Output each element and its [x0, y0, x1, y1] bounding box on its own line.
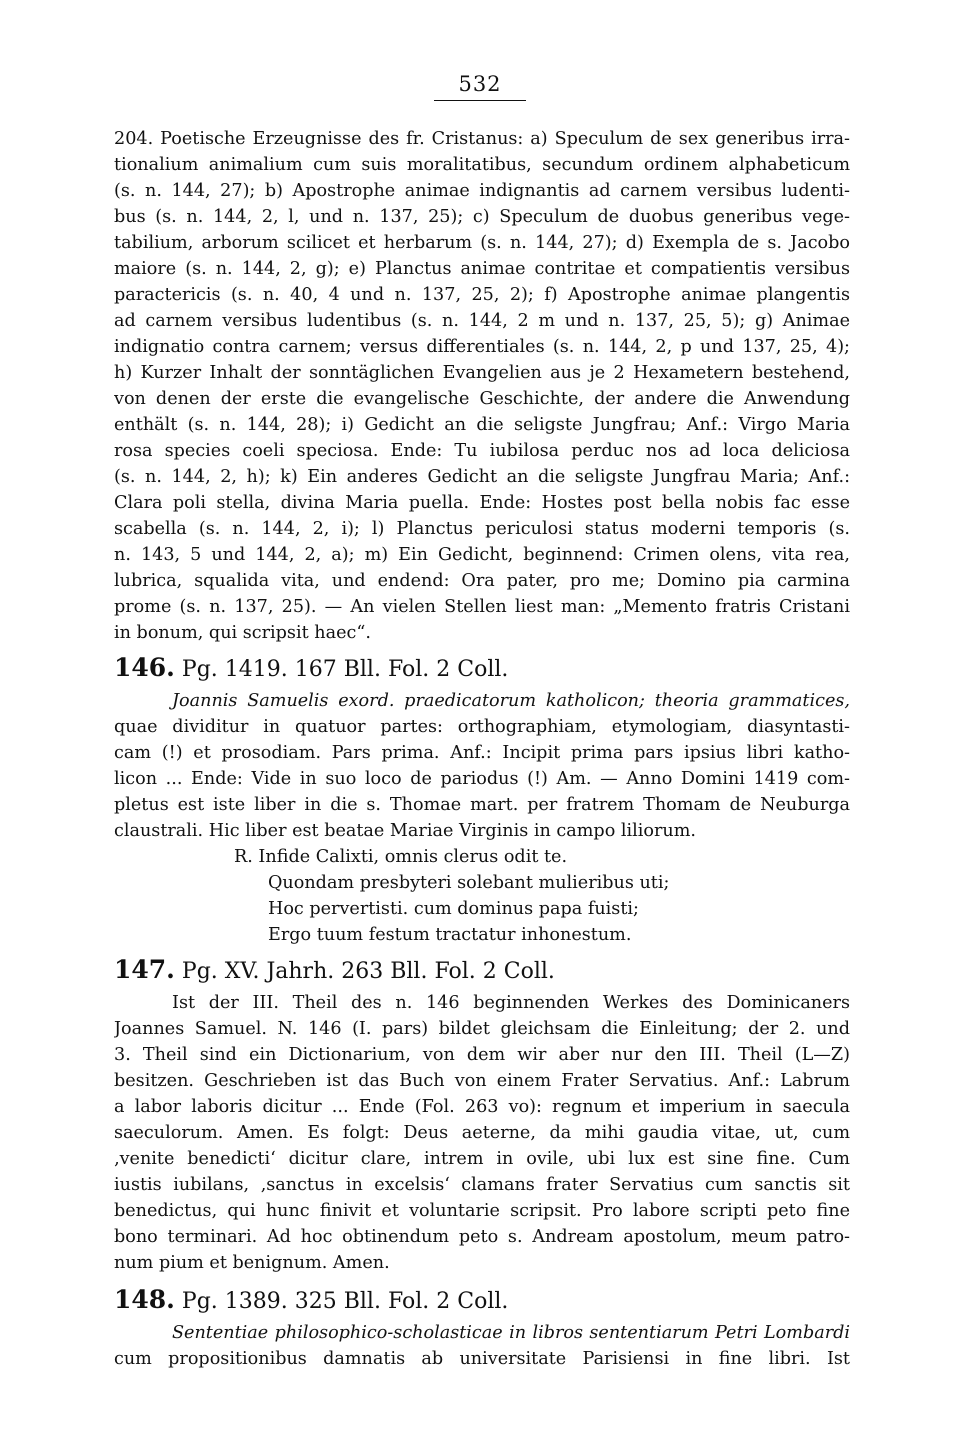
verse-line: Quondam presbyteri solebant mulieribus uti;	[268, 873, 670, 893]
text-line: benedictus, qui hunc finivit et voluntarie scripsit. Pro labore scripti peto fine	[114, 1201, 850, 1221]
text-line: cum propositionibus damnatis ab universitate Parisiensi in fine libri. Ist	[114, 1349, 850, 1369]
text-line: Sententiae philosophico-scholasticae in libros sententiarum Petri Lombardi	[172, 1323, 850, 1343]
text-line: claustrali. Hic liber est beatae Mariae Virginis in campo liliorum.	[114, 821, 696, 841]
verse-line: Hoc pervertisti. cum dominus papa fuisti;	[268, 899, 639, 919]
text-line: enthält (s. n. 144, 28); i) Gedicht an die seligste Jungfrau; Anf.: Virgo Maria	[114, 415, 850, 435]
text-line: saeculorum. Amen. Es folgt: Deus aeterne, da mihi gaudia vitae, ut, cum	[114, 1123, 850, 1143]
entry-204	[114, 126, 850, 646]
text-line: indignatio contra carnem; versus differentiales (s. n. 144, 2, p und 137, 25, 4);	[114, 337, 850, 357]
text-line: num pium et benignum. Amen.	[114, 1253, 390, 1273]
text-line: h) Kurzer Inhalt der sonntäglichen Evangelien aus je 2 Hexametern bestehend,	[114, 363, 850, 383]
text-line: prome (s. n. 137, 25). — An vielen Stellen liest man: „Memento fratris Cristani	[114, 597, 850, 617]
text-line: n. 143, 5 und 144, 2, a); m) Ein Gedicht, beginnend: Crimen olens, vita rea,	[114, 545, 850, 565]
entry-heading	[114, 950, 850, 990]
text-line: a labor laboris dicitur ... Ende (Fol. 263 vo): regnum et imperium in saecula	[114, 1097, 850, 1117]
text-line: tionalium animalium cum suis moralitatibus, secundum ordinem alphabeticum	[114, 155, 850, 175]
entry-heading-text: Pg. 1389. 325 Bll. Fol. 2 Coll.	[181, 1289, 509, 1314]
entry-number: 148.	[114, 1285, 175, 1314]
text-line: 3. Theil sind ein Dictionarium, von dem wir aber nur den III. Theil (L—Z)	[114, 1045, 850, 1065]
text-line: paractericis (s. n. 40, 4 und n. 137, 25, 2); f) Apostrophe animae plangentis	[114, 285, 850, 305]
entry-147	[114, 950, 850, 1276]
entry-number: 146.	[114, 653, 175, 682]
text-line: scabella (s. n. 144, 2, i); l) Planctus periculosi status moderni temporis (s.	[114, 519, 850, 539]
text-line: (s. n. 144, 27); b) Apostrophe animae indignantis ad carnem versibus ludenti-	[114, 181, 850, 201]
entry-heading	[114, 648, 850, 688]
verse-line: Ergo tuum festum tractatur inhonestum.	[268, 925, 632, 945]
page-number-rule	[434, 100, 526, 101]
text-line: bono terminari. Ad hoc obtinendum peto s. Andream apostolum, meum patro-	[114, 1227, 850, 1247]
verse-line: R. Infide Calixti, omnis clerus odit te.	[234, 847, 568, 867]
text-line: 204. Poetische Erzeugnisse des fr. Cristanus: a) Speculum de sex generibus irra-	[114, 129, 850, 149]
text-line: Joannis Samuelis exord. praedicatorum katholicon; theoria grammatices,	[172, 691, 850, 711]
text-line: ad carnem versibus ludentibus (s. n. 144, 2 m und n. 137, 25, 5); g) Animae	[114, 311, 850, 331]
entry-number: 147.	[114, 955, 175, 984]
entry-heading-text: Pg. XV. Jahrh. 263 Bll. Fol. 2 Coll.	[181, 959, 555, 984]
entry-146	[114, 648, 850, 948]
entry-148	[114, 1280, 850, 1372]
text-line: tabilium, arborum scilicet et herbarum (s. n. 144, 27); d) Exempla de s. Jacobo	[114, 233, 850, 253]
text-line: pletus est iste liber in die s. Thomae mart. per fratrem Thomam de Neuburga	[114, 795, 850, 815]
text-line: in bonum, qui scripsit haec“.	[114, 623, 371, 643]
text-line: cam (!) et prosodiam. Pars prima. Anf.: Incipit prima pars ipsius libri katho-	[114, 743, 850, 763]
text-line: licon ... Ende: Vide in suo loco de pariodus (!) Am. — Anno Domini 1419 com-	[114, 769, 850, 789]
text-line: Ist der III. Theil des n. 146 beginnenden Werkes des Dominicaners	[172, 993, 850, 1013]
text-line: von denen der erste die evangelische Geschichte, der andere die Anwendung	[114, 389, 850, 409]
text-line: maiore (s. n. 144, 2, g); e) Planctus animae contritae et compatientis versibus	[114, 259, 850, 279]
entry-heading	[114, 1280, 850, 1320]
text-line: iustis iubilans, ‚sanctus in excelsis‘ clamans frater Servatius cum sanctis sit	[114, 1175, 850, 1195]
text-line: rosa species coeli speciosa. Ende: Tu iubilosa perduc nos ad loca deliciosa	[114, 441, 850, 461]
text-line: bus (s. n. 144, 2, l, und n. 137, 25); c) Speculum de duobus generibus vege-	[114, 207, 850, 227]
page-number: 532	[458, 72, 502, 96]
text-line: Clara poli stella, divina Maria puella. Ende: Hostes post bella nobis fac esse	[114, 493, 850, 513]
text-line: quae dividitur in quatuor partes: orthographiam, etymologiam, diasyntasti-	[114, 717, 850, 737]
text-line: lubrica, squalida vita, und endend: Ora pater, pro me; Domino pia carmina	[114, 571, 850, 591]
text-line: (s. n. 144, 2, h); k) Ein anderes Gedicht an die seligste Jungfrau Maria; Anf.:	[114, 467, 850, 487]
text-line: ‚venite benedicti‘ dicitur clare, intrem in ovile, ubi lux est sine fine. Cum	[114, 1149, 850, 1169]
entry-heading-text: Pg. 1419. 167 Bll. Fol. 2 Coll.	[181, 657, 509, 682]
text-line: besitzen. Geschrieben ist das Buch von einem Frater Servatius. Anf.: Labrum	[114, 1071, 850, 1091]
text-line: Joannes Samuel. N. 146 (I. pars) bildet gleichsam die Einleitung; der 2. und	[114, 1019, 850, 1039]
